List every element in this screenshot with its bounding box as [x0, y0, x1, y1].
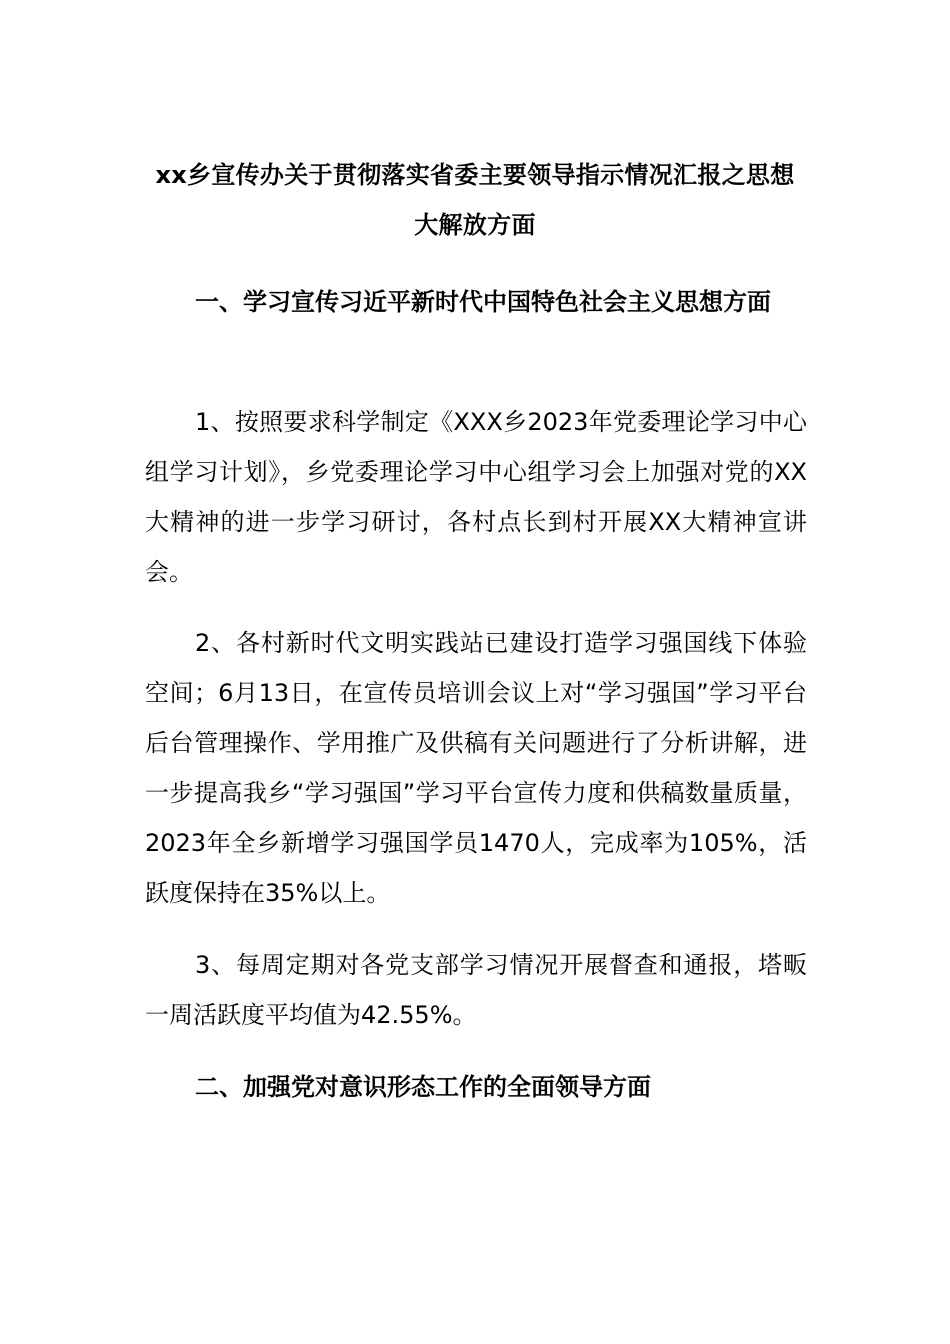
section-heading-1: 一、学习宣传习近平新时代中国特色社会主义思想方面	[195, 288, 771, 316]
document-title: xx乡宣传办关于贯彻落实省委主要领导指示情况汇报之思想大解放方面	[155, 161, 795, 239]
paragraph-1: 1、按照要求科学制定《XXX乡2023年党委理论学习中心组学习计划》，乡党委理论学习中心组学习会上加强对党的XX大精神的进一步学习研讨，各村点长到村开展XX大精神宣讲会。	[145, 408, 807, 586]
paragraph-2: 2、各村新时代文明实践站已建设打造学习强国线下体验空间；6月13日，在宣传员培训会议上对“学习强国”学习平台后台管理操作、学用推广及供稿有关问题进行了分析讲解，进一步提高我乡“学习强国”学习平台宣传力度和供稿数量质量，2023年全乡新增学习强国学员1470人，完成率为105%，活跃度保持在35%以上。	[145, 629, 807, 907]
section-heading-2: 二、加强党对意识形态工作的全面领导方面	[195, 1073, 651, 1101]
paragraph-3: 3、每周定期对各党支部学习情况开展督查和通报，塔畈一周活跃度平均值为42.55%。	[145, 951, 807, 1029]
